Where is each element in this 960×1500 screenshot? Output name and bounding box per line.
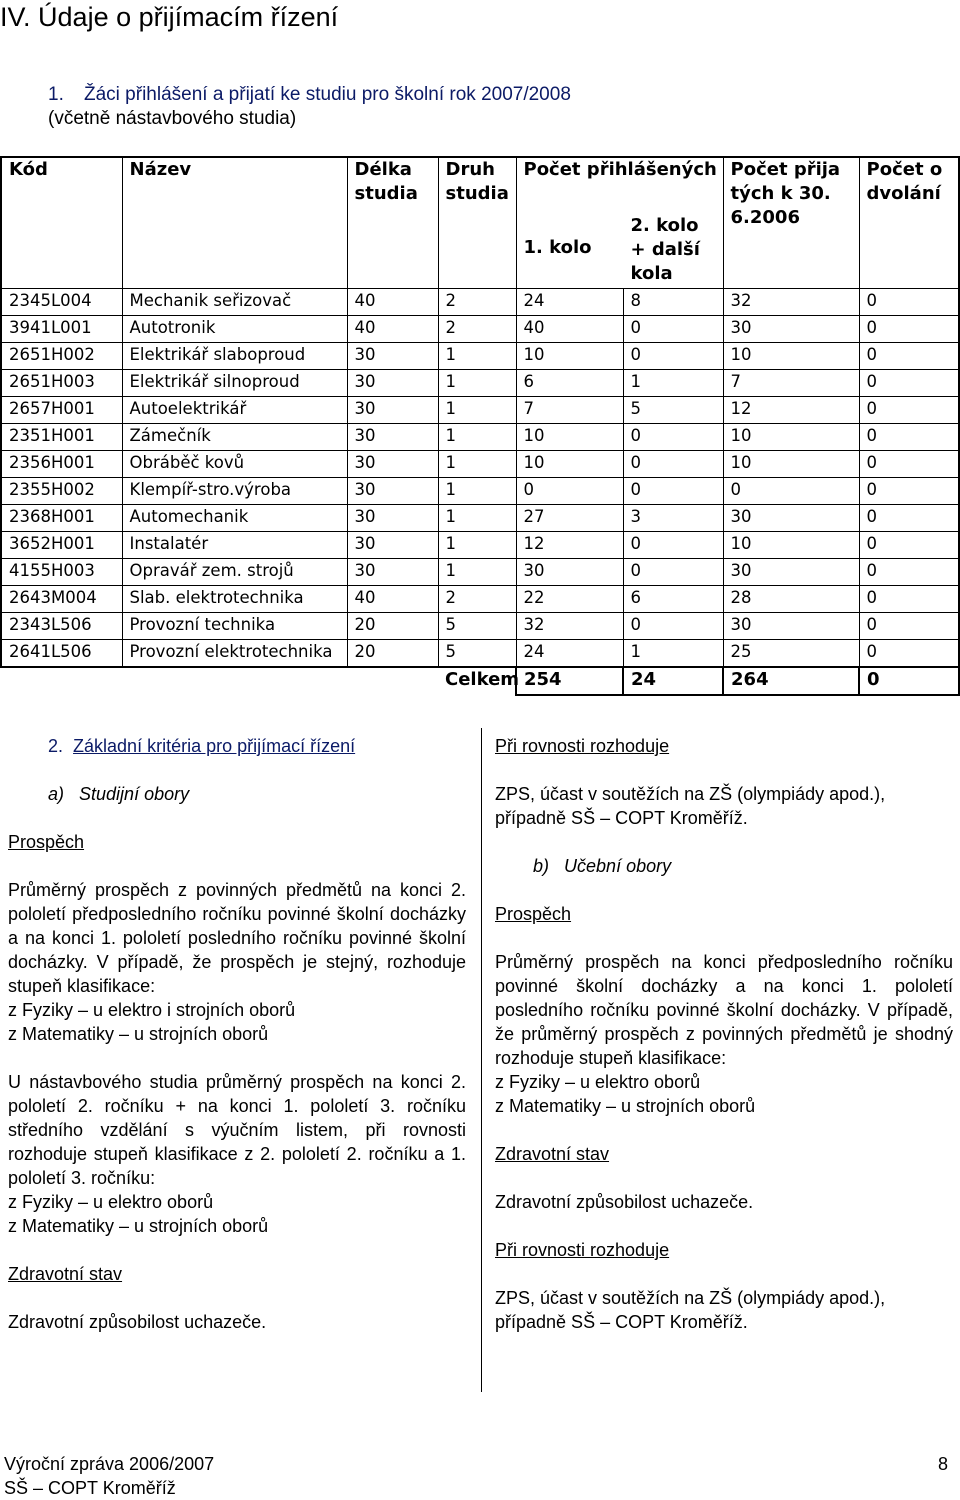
cell-odvolani: 0 xyxy=(859,397,959,424)
cell-nazev: Opravář zem. strojů xyxy=(122,559,347,586)
cell-kolo-1: 40 xyxy=(516,316,623,343)
cell-nazev: Provozní elektrotechnika xyxy=(122,640,347,668)
header-pocet-prihlasenych-label: Počet přihlášených xyxy=(523,159,717,180)
cell-kolo-2: 8 xyxy=(623,289,723,316)
cell-delka: 20 xyxy=(347,640,438,668)
cell-delka: 30 xyxy=(347,424,438,451)
right-column xyxy=(495,734,953,1334)
table-row xyxy=(1,316,959,343)
footer xyxy=(4,1452,214,1500)
left-column xyxy=(8,734,466,1334)
cell-odvolani: 0 xyxy=(859,559,959,586)
section-2-title: Základní kritéria pro přijímací řízení xyxy=(73,736,356,756)
cell-kod: 3652H001 xyxy=(1,532,122,559)
cell-odvolani: 0 xyxy=(859,289,959,316)
cell-kolo-1: 12 xyxy=(516,532,623,559)
cell-kolo-2: 3 xyxy=(623,505,723,532)
cell-kod: 4155H003 xyxy=(1,559,122,586)
cell-kolo-1: 0 xyxy=(516,478,623,505)
cell-druh: 1 xyxy=(438,505,516,532)
cell-kolo-1: 6 xyxy=(516,370,623,397)
cell-kod: 3941L001 xyxy=(1,316,122,343)
cell-kolo-2: 6 xyxy=(623,586,723,613)
cell-kolo-1: 10 xyxy=(516,451,623,478)
cell-druh: 1 xyxy=(438,370,516,397)
cell-druh: 1 xyxy=(438,478,516,505)
page-heading: IV. Údaje o přijímacím řízení xyxy=(0,2,339,32)
cell-kolo-2: 1 xyxy=(623,370,723,397)
cell-kolo-1: 30 xyxy=(516,559,623,586)
sub-a-letter: a) xyxy=(48,784,65,804)
cell-delka: 40 xyxy=(347,316,438,343)
cell-nazev: Slab. elektrotechnika xyxy=(122,586,347,613)
table-total-row xyxy=(1,667,959,695)
right-rovnost-label: Při rovnosti rozhoduje xyxy=(495,736,670,756)
cell-nazev: Elektrikář slaboproud xyxy=(122,343,347,370)
cell-kod: 2355H002 xyxy=(1,478,122,505)
cell-prijatych: 30 xyxy=(723,559,859,586)
cell-prijatych: 25 xyxy=(723,640,859,668)
cell-kolo-2: 0 xyxy=(623,478,723,505)
cell-druh: 1 xyxy=(438,451,516,478)
cell-kolo-1: 32 xyxy=(516,613,623,640)
cell-nazev: Autoelektrikář xyxy=(122,397,347,424)
cell-prijatych: 10 xyxy=(723,343,859,370)
cell-kod: 2368H001 xyxy=(1,505,122,532)
cell-odvolani: 0 xyxy=(859,586,959,613)
cell-nazev: Klempíř-stro.výroba xyxy=(122,478,347,505)
cell-nazev: Provozní technika xyxy=(122,613,347,640)
header-pocet-prihlasenych xyxy=(516,157,723,289)
cell-odvolani: 0 xyxy=(859,505,959,532)
cell-delka: 30 xyxy=(347,559,438,586)
cell-kolo-1: 7 xyxy=(516,397,623,424)
header-kod: Kód xyxy=(1,157,122,289)
sub-b-letter: b) xyxy=(533,856,550,876)
cell-delka: 20 xyxy=(347,613,438,640)
right-zdravotni-stav-label: Zdravotní stav xyxy=(495,1144,610,1164)
cell-kolo-2: 0 xyxy=(623,424,723,451)
header-kolo-2: 2. kolo + další kola xyxy=(630,215,700,284)
cell-kolo-1: 10 xyxy=(516,343,623,370)
left-prospech-text: Průměrný prospěch z povinných předmětů na konci 2. pololetí předposledního ročníku povinné školní docházky a na konci 1. pololetí posledního ročníku povinné školní docházky. V případě, že prospěch je stejný, rozhoduje stupeň klasifikace: xyxy=(8,880,466,996)
cell-druh: 1 xyxy=(438,343,516,370)
section-2-heading xyxy=(8,734,466,758)
cell-prijatych: 10 xyxy=(723,532,859,559)
left-fyzika-2: z Fyziky – u elektro oborů xyxy=(8,1192,214,1212)
cell-prijatych: 10 xyxy=(723,424,859,451)
cell-odvolani: 0 xyxy=(859,316,959,343)
header-druh: Druh studia xyxy=(438,157,516,289)
cell-delka: 30 xyxy=(347,343,438,370)
left-fyzika: z Fyziky – u elektro i strojních oborů xyxy=(8,1000,296,1020)
cell-prijatych: 30 xyxy=(723,613,859,640)
section-1-title: Žáci přihlášení a přijatí ke studiu pro školní rok 2007/2008 xyxy=(84,84,571,105)
column-divider xyxy=(481,728,482,1392)
cell-delka: 30 xyxy=(347,370,438,397)
table-row xyxy=(1,559,959,586)
right-rovnost-text-2: ZPS, účast v soutěžích na ZŠ (olympiády apod.), případně SŠ – COPT Kroměříž. xyxy=(495,1288,886,1332)
cell-kolo-2: 0 xyxy=(623,532,723,559)
cell-druh: 2 xyxy=(438,316,516,343)
cell-druh: 1 xyxy=(438,559,516,586)
cell-nazev: Instalatér xyxy=(122,532,347,559)
cell-delka: 40 xyxy=(347,289,438,316)
cell-kolo-1: 10 xyxy=(516,424,623,451)
right-prospech-text: Průměrný prospěch na konci předposledního ročníku povinné školní docházky a na konci 1. pololetí posledního ročníku povinné školní docházky. V případě, že průměrný prospěch z povinných předmětů je shodný rozhoduje stupeň klasifikace: xyxy=(495,952,953,1068)
cell-delka: 30 xyxy=(347,532,438,559)
table-row xyxy=(1,478,959,505)
header-kolo-1: 1. kolo xyxy=(523,237,592,258)
section-1-heading xyxy=(48,84,571,106)
cell-nazev: Automechanik xyxy=(122,505,347,532)
right-zdravotni-stav-text: Zdravotní způsobilost uchazeče. xyxy=(495,1192,754,1212)
header-delka: Délka studia xyxy=(347,157,438,289)
cell-kod: 2641L506 xyxy=(1,640,122,668)
cell-delka: 30 xyxy=(347,451,438,478)
page-number: 8 xyxy=(938,1454,949,1474)
cell-druh: 2 xyxy=(438,586,516,613)
cell-odvolani: 0 xyxy=(859,451,959,478)
right-matematika: z Matematiky – u strojních oborů xyxy=(495,1096,756,1116)
table-row xyxy=(1,370,959,397)
footer-report-title: Výroční zpráva 2006/2007 xyxy=(4,1454,215,1474)
cell-kod: 2643M004 xyxy=(1,586,122,613)
left-matematika-2: z Matematiky – u strojních oborů xyxy=(8,1216,269,1236)
sub-b-heading xyxy=(495,854,953,878)
cell-delka: 30 xyxy=(347,505,438,532)
total-odvolani: 0 xyxy=(859,667,959,695)
section-2-number: 2. xyxy=(48,736,64,756)
left-zdravotni-stav-text: Zdravotní způsobilost uchazeče. xyxy=(8,1312,267,1332)
total-kolo-1: 254 xyxy=(516,667,623,695)
cell-kolo-1: 24 xyxy=(516,289,623,316)
table-row xyxy=(1,343,959,370)
section-1-number: 1. xyxy=(48,84,64,105)
table-row xyxy=(1,640,959,668)
cell-kolo-1: 24 xyxy=(516,640,623,668)
table-row xyxy=(1,397,959,424)
cell-druh: 5 xyxy=(438,613,516,640)
cell-odvolani: 0 xyxy=(859,640,959,668)
cell-kod: 2343L506 xyxy=(1,613,122,640)
cell-prijatych: 28 xyxy=(723,586,859,613)
cell-nazev: Obráběč kovů xyxy=(122,451,347,478)
table-row xyxy=(1,613,959,640)
cell-kod: 2345L004 xyxy=(1,289,122,316)
right-rovnost-label-2: Při rovnosti rozhoduje xyxy=(495,1240,670,1260)
table-row xyxy=(1,289,959,316)
header-pocet-prijatych: Počet přijatých k 30.6.2006 xyxy=(723,157,859,289)
table-row xyxy=(1,451,959,478)
cell-prijatych: 32 xyxy=(723,289,859,316)
cell-delka: 30 xyxy=(347,397,438,424)
cell-kolo-1: 27 xyxy=(516,505,623,532)
cell-kolo-1: 22 xyxy=(516,586,623,613)
cell-kolo-2: 0 xyxy=(623,343,723,370)
total-spacer xyxy=(1,667,438,695)
total-prijatych: 264 xyxy=(723,667,859,695)
cell-kolo-2: 0 xyxy=(623,613,723,640)
cell-kolo-2: 0 xyxy=(623,316,723,343)
cell-kod: 2356H001 xyxy=(1,451,122,478)
cell-delka: 30 xyxy=(347,478,438,505)
cell-druh: 1 xyxy=(438,424,516,451)
cell-odvolani: 0 xyxy=(859,343,959,370)
cell-prijatych: 7 xyxy=(723,370,859,397)
cell-kolo-2: 0 xyxy=(623,559,723,586)
cell-kod: 2651H003 xyxy=(1,370,122,397)
cell-prijatych: 30 xyxy=(723,316,859,343)
total-label: Celkem xyxy=(445,669,520,690)
cell-druh: 5 xyxy=(438,640,516,668)
cell-delka: 40 xyxy=(347,586,438,613)
left-prospech-label: Prospěch xyxy=(8,832,85,852)
right-fyzika: z Fyziky – u elektro oborů xyxy=(495,1072,701,1092)
cell-kolo-2: 5 xyxy=(623,397,723,424)
cell-odvolani: 0 xyxy=(859,370,959,397)
cell-kod: 2657H001 xyxy=(1,397,122,424)
table-row xyxy=(1,424,959,451)
admissions-table xyxy=(0,156,960,696)
sub-b-title: Učební obory xyxy=(564,856,672,876)
cell-prijatych: 0 xyxy=(723,478,859,505)
cell-druh: 2 xyxy=(438,289,516,316)
cell-kod: 2351H001 xyxy=(1,424,122,451)
left-nastavba-text: U nástavbového studia průměrný prospěch na konci 2. pololetí 2. ročníku + na konci 1. pololetí 3. ročníku středního vzdělání s výučním listem, při rovnosti rozhoduje stupeň klasifikace z 2. pololetí 2. ročníku a 1. pololetí 3. ročníku: xyxy=(8,1072,466,1188)
left-matematika: z Matematiky – u strojních oborů xyxy=(8,1024,269,1044)
total-kolo-2: 24 xyxy=(623,667,723,695)
right-rovnost-text: ZPS, účast v soutěžích na ZŠ (olympiády apod.), případně SŠ – COPT Kroměříž. xyxy=(495,784,886,828)
cell-kolo-2: 1 xyxy=(623,640,723,668)
header-pocet-odvolani: Počet odvolání xyxy=(859,157,959,289)
cell-odvolani: 0 xyxy=(859,478,959,505)
left-zdravotni-stav-label: Zdravotní stav xyxy=(8,1264,123,1284)
section-1-subtitle: (včetně nástavbového studia) xyxy=(48,108,297,129)
cell-nazev: Mechanik seřizovač xyxy=(122,289,347,316)
cell-prijatych: 10 xyxy=(723,451,859,478)
cell-kolo-2: 0 xyxy=(623,451,723,478)
cell-odvolani: 0 xyxy=(859,532,959,559)
cell-odvolani: 0 xyxy=(859,424,959,451)
cell-odvolani: 0 xyxy=(859,613,959,640)
cell-prijatych: 30 xyxy=(723,505,859,532)
cell-kod: 2651H002 xyxy=(1,343,122,370)
table-header-row xyxy=(1,157,959,289)
cell-nazev: Elektrikář silnoproud xyxy=(122,370,347,397)
header-nazev: Název xyxy=(122,157,347,289)
cell-prijatych: 12 xyxy=(723,397,859,424)
sub-a-title: Studijní obory xyxy=(79,784,190,804)
sub-a-heading xyxy=(8,782,466,806)
right-prospech-label: Prospěch xyxy=(495,904,572,924)
cell-nazev: Autotronik xyxy=(122,316,347,343)
cell-nazev: Zámečník xyxy=(122,424,347,451)
table-row xyxy=(1,505,959,532)
cell-druh: 1 xyxy=(438,532,516,559)
table-row xyxy=(1,532,959,559)
table-row xyxy=(1,586,959,613)
cell-druh: 1 xyxy=(438,397,516,424)
footer-school-name: SŠ – COPT Kroměříž xyxy=(4,1478,176,1498)
